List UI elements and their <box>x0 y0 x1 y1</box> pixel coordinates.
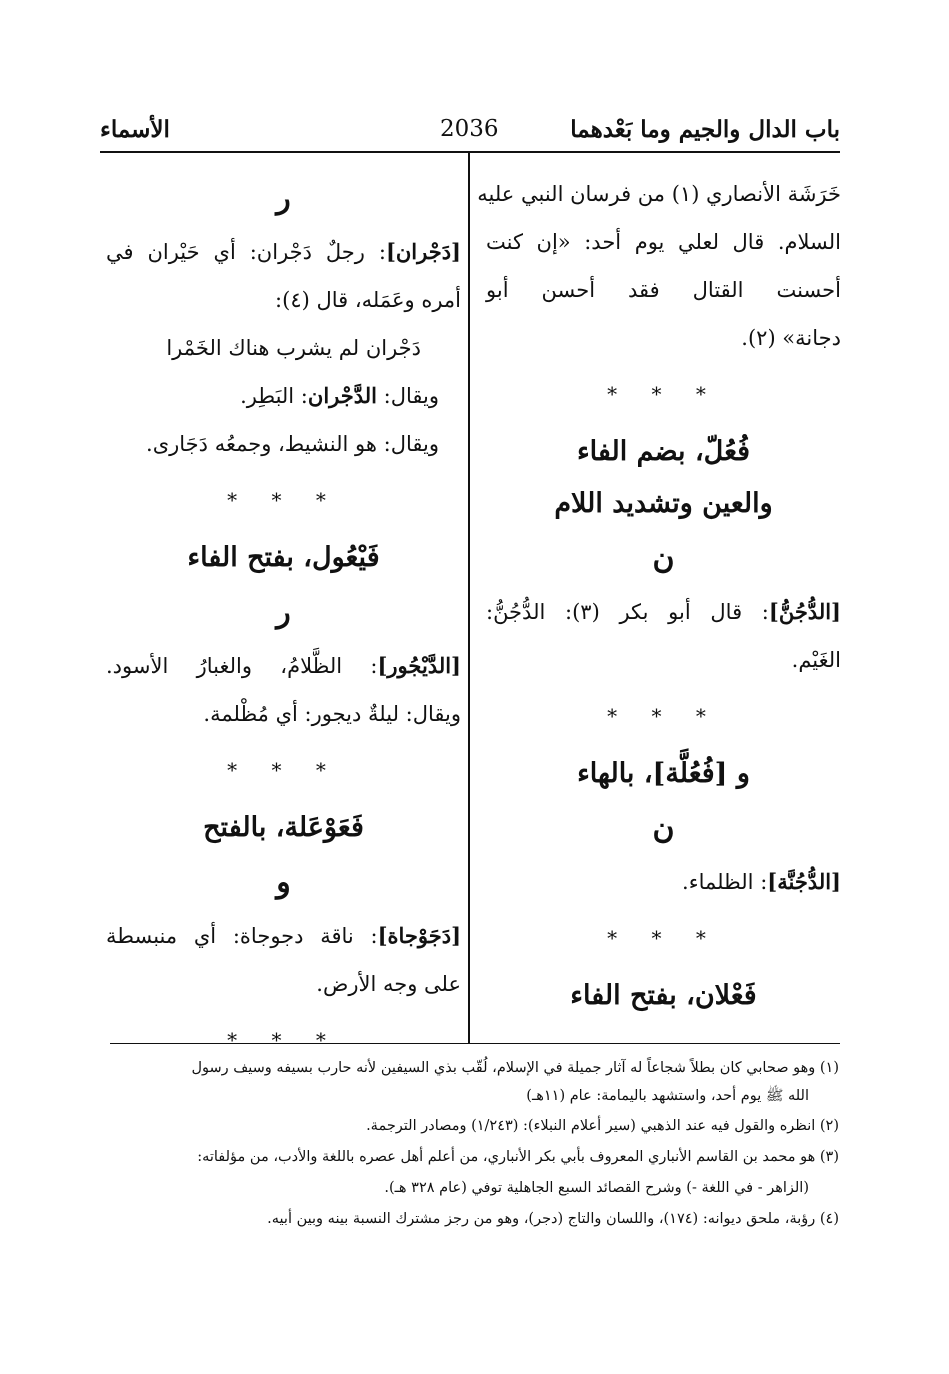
entry-definition: : ناقة دجوجاة: أي منبسطة <box>106 924 378 948</box>
verse-line: دَجْران لم يشرب هناك الخَمْرا <box>166 336 421 360</box>
entry <box>486 588 841 636</box>
text-line: أمره وعَمَله، قال (٤): <box>275 288 461 312</box>
pattern-heading: فَيْعُول، بفتح الفاء <box>187 542 380 573</box>
entry-term: [دَجْران] <box>385 239 461 264</box>
entry-definition: : البَطِر. <box>240 384 308 408</box>
letter-heading: ن <box>652 811 675 846</box>
right-column <box>477 170 841 1022</box>
footnote: (الزاهر - في اللغة -) وشرح القصائد السبع الجاهلية توفي (عام ٣٢٨ هـ). <box>384 1180 809 1196</box>
entry <box>106 228 461 276</box>
entry-term: [الدَّيْجُور] <box>377 653 461 678</box>
page-header <box>100 112 840 152</box>
pattern-heading: و [فُعُلَّة]، بالهاء <box>577 758 750 789</box>
section-separator: * * * <box>607 704 720 728</box>
pattern-heading: فَعَوْعَلة، بالفتح <box>203 812 364 843</box>
footnote: (٤) رؤبة، ملحق ديوانه: (١٧٤)، واللسان والتاج (دجر)، وهو من رجز مشترك النسبة بينه وبين أبيه. <box>267 1211 839 1227</box>
left-column <box>106 170 461 1072</box>
entry <box>106 372 461 420</box>
pattern-heading: فُعُلّ، بضم الفاء <box>576 436 751 467</box>
text-line: دجانة» (٢). <box>741 326 841 350</box>
text-line: أحسنت القتال فقد أحسن أبو <box>486 278 841 302</box>
entry-term: الدَّجْران <box>307 383 377 408</box>
pattern-heading: فَعْلان، بفتح الفاء <box>570 980 757 1011</box>
section-separator: * * * <box>227 1028 340 1052</box>
text-line: السلام. قال لعلي يوم أحد: «إن كنت <box>486 230 841 254</box>
chapter-title: باب الدال والجيم وما بَعْدهما <box>570 116 840 143</box>
section-separator: * * * <box>227 758 340 782</box>
entry <box>106 912 461 960</box>
letter-heading: و <box>276 865 291 900</box>
footnote-rule <box>110 1043 840 1044</box>
text-line: ويقال: ليلةٌ ديجور: أي مُظْلمة. <box>203 702 461 726</box>
section-title: الأسماء <box>100 116 170 143</box>
section-separator: * * * <box>227 488 340 512</box>
text-line: على وجه الأرض. <box>316 972 461 996</box>
entry <box>486 858 841 906</box>
letter-heading: ن <box>652 541 675 576</box>
letter-heading: ر <box>276 181 291 216</box>
pattern-heading: والعين وتشديد اللام <box>554 488 773 519</box>
footnote: الله ﷺ يوم أحد، واستشهد باليمامة: عام (١١هـ) <box>526 1088 809 1104</box>
footnote: (١) وهو صحابي كان بطلاً شجاعاً له آثار جميلة في الإسلام، لُقّب بذي السيفين لأنه حارب بسيفه وسيف رسول <box>191 1060 839 1076</box>
text-line: ويقال: هو النشيط، وجمعُه دَجَارى. <box>146 432 439 456</box>
column-divider <box>468 153 470 1043</box>
entry-definition: : رجلٌ دَجْران: أي حَيْران في <box>106 240 386 264</box>
entry-definition: : الظلماء. <box>682 870 768 894</box>
entry-definition: : الظَّلامُ، والغبارُ الأسود. <box>106 654 378 678</box>
entry-term: [الدُّجُنُّ] <box>768 599 841 624</box>
footnote: (٣) هو محمد بن القاسم الأنباري المعروف بأبي بكر الأنباري، من أعلم أهل عصره باللغة والأدب، من مؤلفاته: <box>197 1149 839 1165</box>
text-line: خَرَشَة الأنصاري (١) من فرسان النبي عليه <box>477 182 841 206</box>
entry-term: [الدُّجُنَّة] <box>767 869 841 894</box>
section-separator: * * * <box>607 926 720 950</box>
letter-heading: ر <box>276 595 291 630</box>
page-number: 2036 <box>440 116 499 142</box>
footnote: (٢) انظره والقول فيه عند الذهبي (سير أعلام النبلاء): (١/٢٤٣) ومصادر الترجمة. <box>366 1118 839 1134</box>
section-separator: * * * <box>607 382 720 406</box>
header-rule <box>100 151 840 153</box>
entry <box>106 642 461 690</box>
entry-prefix: ويقال: <box>376 384 439 408</box>
text-line: الغَيْم. <box>791 648 841 672</box>
entry-definition: : قال أبو بكر (٣): الدُّجُنُّ: <box>486 600 769 624</box>
entry-term: [دَجَوْجاة] <box>377 923 461 948</box>
